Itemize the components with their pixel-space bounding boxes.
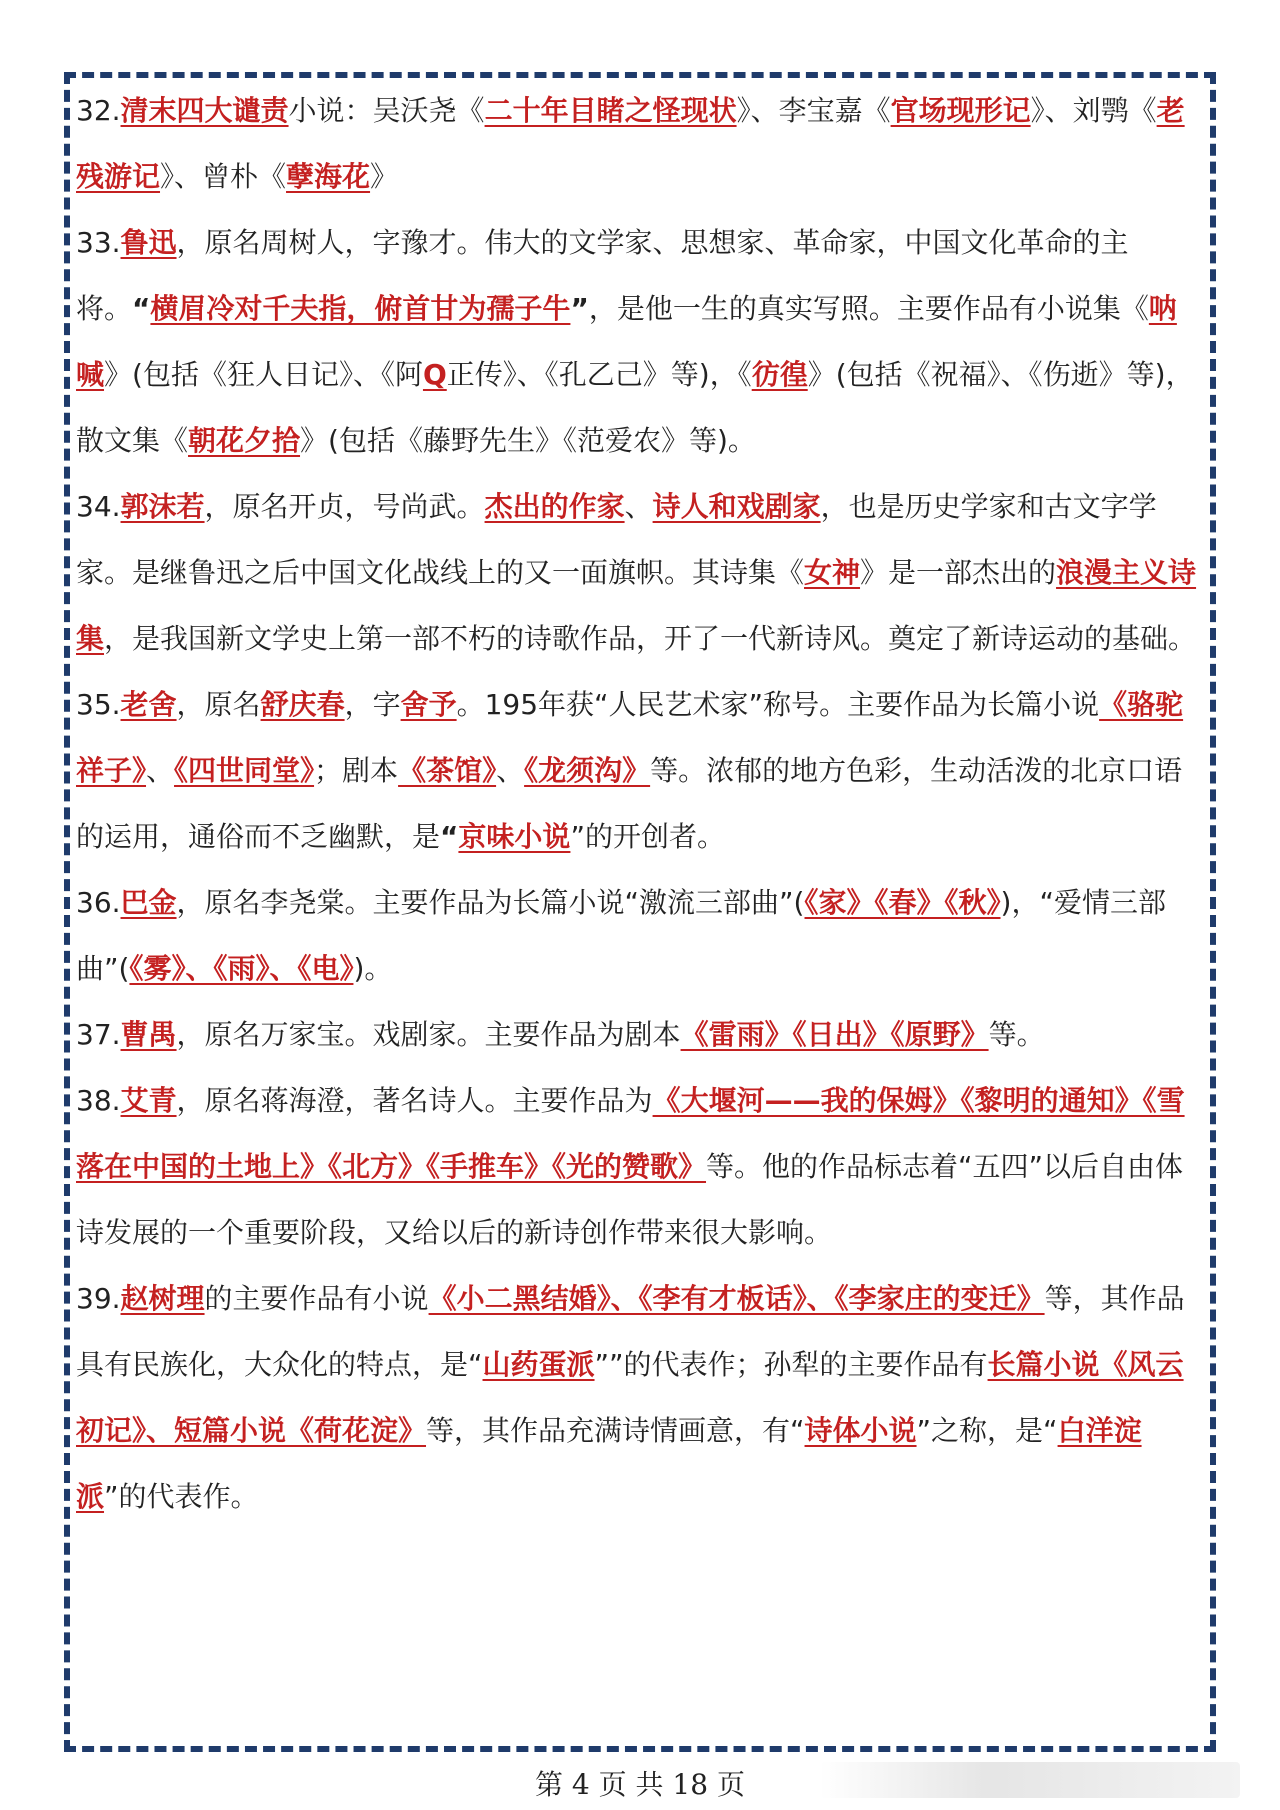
highlighted-term: 诗体小说	[804, 1414, 917, 1447]
highlighted-term: 《雷雨》《日出》《原野》	[680, 1018, 989, 1051]
text-run: 小说：吴沃尧《	[288, 94, 485, 127]
highlighted-term: Q	[422, 358, 447, 391]
text-run: 。195年获“人民艺术家”称号。主要作品为长篇小说	[456, 688, 1100, 721]
text-run: 》是一部杰出的	[860, 556, 1057, 589]
text-run: )，“爱情三部曲”(	[76, 886, 1166, 985]
text-run: ”	[570, 292, 589, 325]
text-run: 36.	[76, 886, 121, 919]
text-run: 39.	[76, 1282, 121, 1315]
text-run: 33.	[76, 226, 121, 259]
text-run: ，也是历史学家和古文字学家。是继鲁迅之后中国文化战线上的又一面旗帜。其诗集《	[76, 490, 1157, 589]
text-run: 》、刘鹗《	[1030, 94, 1157, 127]
item-33	[76, 210, 1201, 474]
highlighted-term: 曹禺	[120, 1018, 177, 1051]
text-run: 、	[624, 490, 653, 523]
highlighted-term: 孽海花	[286, 160, 371, 193]
highlighted-term: 二十年目睹之怪现状	[484, 94, 737, 127]
highlighted-term: 长篇小说《风云初记》、短篇小说《荷花淀》	[76, 1348, 1184, 1447]
text-run: 的主要作品有小说	[204, 1282, 429, 1315]
highlighted-term: 舒庆春	[260, 688, 345, 721]
text-run: ，字	[344, 688, 401, 721]
highlighted-term: 横眉冷对千夫指，俯首甘为孺子牛	[150, 292, 571, 325]
text-run: 34.	[76, 490, 121, 523]
page-number: 第 4 页 共 18 页	[535, 1768, 745, 1801]
text-run: ，原名李尧棠。主要作品为长篇小说“激流三部曲”(	[176, 886, 805, 919]
highlighted-term: 《大堰河——我的保姆》《黎明的通知》《雪落在中国的土地上》《北方》《手推车》《光的赞歌》	[76, 1084, 1185, 1183]
highlighted-term: 女神	[804, 556, 861, 589]
text-run: 37.	[76, 1018, 121, 1051]
highlighted-term: 巴金	[120, 886, 177, 919]
text-run: 等。浓郁的地方色彩，生动活泼的北京口语的运用，通俗而不乏幽默，是	[76, 754, 1183, 853]
text-run: 》、曾朴《	[160, 160, 287, 193]
highlighted-term: 白洋淀派	[76, 1414, 1142, 1513]
highlighted-term: 浪漫主义诗集	[76, 556, 1197, 655]
text-run: 38.	[76, 1084, 121, 1117]
highlighted-term: 《茶馆》	[398, 754, 497, 787]
highlighted-term: 《四世同堂》	[174, 754, 315, 787]
highlighted-term: 杰出的作家	[484, 490, 625, 523]
text-run: 等，其作品具有民族化，大众化的特点，是“	[76, 1282, 1185, 1381]
document-body	[76, 78, 1201, 1530]
highlighted-term: 《家》《春》《秋》	[804, 886, 1001, 919]
item-38	[76, 1068, 1201, 1266]
highlighted-term: 《雾》、《雨》、《电》	[129, 952, 354, 985]
highlighted-term: 官场现形记	[890, 94, 1031, 127]
highlighted-term: 老舍	[120, 688, 177, 721]
text-run: ，原名万家宝。戏剧家。主要作品为剧本	[176, 1018, 681, 1051]
text-run: ”的开创者。	[570, 820, 725, 853]
text-run: 、	[496, 754, 525, 787]
text-run: ，原名蒋海澄，著名诗人。主要作品为	[176, 1084, 653, 1117]
highlighted-term: 《骆驼祥子》	[76, 688, 1184, 787]
text-run: ，原名	[176, 688, 261, 721]
highlighted-term: 赵树理	[120, 1282, 205, 1315]
item-37	[76, 1002, 1201, 1068]
highlighted-term: 清末四大谴责	[120, 94, 289, 127]
text-run: 正传》、《孔乙己》等)，《	[446, 358, 752, 391]
text-run: )。	[353, 952, 393, 985]
text-run: 》(包括《藤野先生》《范爱农》等)。	[300, 424, 756, 457]
highlighted-term: 朝花夕拾	[188, 424, 301, 457]
highlighted-term: 《龙须沟》	[524, 754, 651, 787]
highlighted-term: 彷徨	[751, 358, 808, 391]
highlighted-term: 老残游记	[76, 94, 1185, 193]
text-run: 等。	[988, 1018, 1045, 1051]
text-run: ，是他一生的真实写照。主要作品有小说集《	[588, 292, 1149, 325]
highlighted-term: 郭沫若	[120, 490, 205, 523]
item-34	[76, 474, 1201, 672]
text-run: 》(包括《狂人日记》、《阿	[104, 358, 423, 391]
highlighted-term: 诗人和戏剧家	[652, 490, 821, 523]
highlighted-term: 艾青	[120, 1084, 177, 1117]
item-39	[76, 1266, 1201, 1530]
text-run: ”的代表作。	[104, 1480, 259, 1513]
highlighted-term: 呐喊	[76, 292, 1177, 391]
item-32	[76, 78, 1201, 210]
text-run: ，是我国新文学史上第一部不朽的诗歌作品，开了一代新诗风。奠定了新诗运动的基础。	[104, 622, 1197, 655]
text-run: “	[132, 292, 151, 325]
text-run: 等。他的作品标志着“五四”以后自由体诗发展的一个重要阶段，又给以后的新诗创作带来很大影响。	[76, 1150, 1184, 1249]
item-35	[76, 672, 1201, 870]
text-run: “	[440, 820, 459, 853]
highlighted-term: 山药蛋派	[482, 1348, 595, 1381]
text-run: 》、李宝嘉《	[736, 94, 891, 127]
text-run: 35.	[76, 688, 121, 721]
text-run: ；剧本	[314, 754, 399, 787]
text-run: 32.	[76, 94, 121, 127]
text-run: 、	[146, 754, 175, 787]
text-run: ””的代表作；孙犁的主要作品有	[594, 1348, 988, 1381]
item-36	[76, 870, 1201, 1002]
highlighted-term: 京味小说	[458, 820, 571, 853]
highlighted-term: 舍予	[400, 688, 457, 721]
text-run: 》(包括《祝福》、《伤逝》等)，散文集《	[76, 358, 1194, 457]
highlighted-term: 鲁迅	[120, 226, 177, 259]
highlighted-term: 《小二黑结婚》、《李有才板话》、《李家庄的变迁》	[428, 1282, 1045, 1315]
text-run: ，原名开贞，号尚武。	[204, 490, 485, 523]
text-run: ，原名周树人，字豫才。伟大的文学家、思想家、革命家，中国文化革命的主将。	[76, 226, 1129, 325]
text-run: 》	[370, 160, 399, 193]
text-run: ”之称，是“	[916, 1414, 1058, 1447]
text-run: 等，其作品充满诗情画意，有“	[426, 1414, 805, 1447]
watermark-overlay	[820, 1762, 1240, 1798]
